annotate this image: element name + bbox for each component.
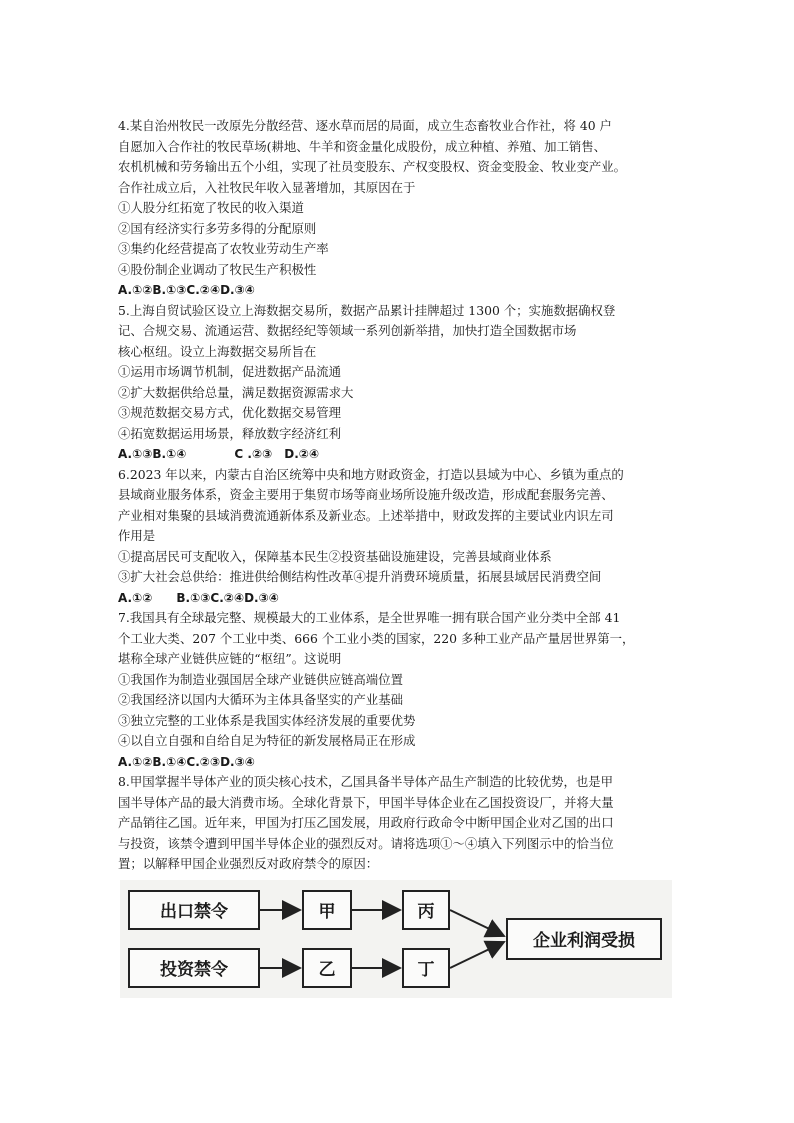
- statement-option: ①提高居民可支配收入，保障基本民生②投资基础设施建设，完善县域商业体系: [118, 548, 552, 564]
- answer-choices: A.①③B.①④ C .②③ D.②④: [118, 447, 320, 461]
- question-stem-line: 堪称全球产业链供应链的“枢纽”。这说明: [118, 651, 342, 666]
- statement-option: ④股份制企业调动了牧民生产积极性: [118, 261, 317, 277]
- question-stem-line: 4.某自治州牧民一改原先分散经营、逐水草而居的局面，成立生态畜牧业合作社，将 40 户: [118, 118, 612, 133]
- arrow-ding-to-result: [450, 942, 504, 968]
- question-stem-line: 合作社成立后，入社牧民年收入显著增加，其原因在于: [118, 179, 416, 195]
- profit-loss-box: 企业利润受损: [506, 918, 662, 960]
- yi-box: 乙: [302, 948, 352, 988]
- statement-option: ①人股分红拓宽了牧民的收入渠道: [118, 200, 304, 215]
- question-7: [118, 608, 688, 772]
- question-stem-line: 个工业大类、207 个工业中类、666 个工业小类的国家，220 多种工业产品产量居世界第一，: [118, 630, 635, 646]
- question-4: [118, 116, 688, 301]
- statement-option: ④以自立自强和自给自足为特征的新发展格局正在形成: [118, 733, 416, 748]
- answer-choices: A.①②B.①③C.②④D.③④: [118, 283, 255, 297]
- question-8: [118, 772, 688, 875]
- question-stem-line: 与投资，该禁令遭到甲国半导体企业的强烈反对。请将选项①～④填入下列图示中的恰当位: [118, 835, 614, 851]
- question-stem-line: 农机机械和劳务输出五个小组，实现了社员变股东、产权变股权、资金变股金、牧业变产业。: [118, 159, 627, 174]
- statement-option: ①我国作为制造业强国居全球产业链供应链高端位置: [118, 671, 403, 687]
- question-stem-line: 7.我国具有全球最完整、规模最大的工业体系，是全世界唯一拥有联合国产业分类中全部 41: [118, 610, 621, 625]
- jia-box: 甲: [302, 890, 352, 930]
- exam-page: [118, 116, 688, 998]
- statement-option: ②我国经济以国内大循环为主体具备坚实的产业基础: [118, 692, 403, 707]
- answer-choices: A.①② B.①③C.②④D.③④: [118, 590, 279, 605]
- question-stem-line: 产业相对集聚的县域消费流通新体系及新业态。上述举措中，财政发挥的主要试业内识左司: [118, 507, 614, 523]
- question-6: [118, 465, 688, 609]
- question-5: [118, 301, 688, 465]
- statement-option: ③扩大社会总供给：推进供给侧结构性改革④提升消费环境质量，拓展县域居民消费空间: [118, 569, 602, 584]
- question-stem-line: 国半导体产品的最大消费市场。全球化背景下，甲国半导体企业在乙国投资设厂，并将大量: [118, 794, 614, 810]
- arrow-bing-to-result: [450, 910, 504, 936]
- question-stem-line: 置；以解释甲国企业强烈反对政府禁令的原因：: [118, 856, 379, 871]
- question-stem-line: 核心枢纽。设立上海数据交易所旨在: [118, 343, 317, 359]
- ding-box: 丁: [402, 948, 450, 988]
- statement-option: ②国有经济实行多劳多得的分配原则: [118, 220, 317, 236]
- statement-option: ①运用市场调节机制，促进数据产品流通: [118, 364, 342, 379]
- question-stem-line: 自愿加入合作社的牧民草场(耕地、牛羊和资金量化成股份，成立种植、养殖、加工销售、: [118, 138, 607, 154]
- statement-option: ③集约化经营提高了农牧业劳动生产率: [118, 241, 329, 256]
- answer-choices: A.①②B.①④C.②③D.③④: [118, 754, 255, 769]
- statement-option: ②扩大数据供给总量，满足数据资源需求大: [118, 384, 354, 400]
- question-stem-line: 8.甲国掌握半导体产业的顶尖核心技术，乙国具备半导体产品生产制造的比较优势，也是甲: [118, 774, 614, 789]
- question-stem-line: 县域商业服务体系，资金主要用于集贸市场等商业场所设施升级改造，形成配套服务完善、: [118, 487, 614, 502]
- export-ban-box: 出口禁令: [128, 890, 260, 930]
- question-stem-line: 作用是: [118, 528, 156, 543]
- statement-option: ③规范数据交易方式，优化数据交易管理: [118, 405, 342, 420]
- bing-box: 丙: [402, 890, 450, 930]
- question-stem-line: 产品销往乙国。近年来，甲国为打压乙国发展，用政府行政命令中断甲国企业对乙国的出口: [118, 815, 614, 830]
- statement-option: ③独立完整的工业体系是我国实体经济发展的重要优势: [118, 712, 416, 728]
- question-stem-line: 6.2023 年以来，内蒙古自治区统筹中央和地方财政资金，打造以县域为中心、乡镇为重点的: [118, 466, 624, 482]
- question-stem-line: 5.上海自贸试验区设立上海数据交易所，数据产品累计挂牌超过 1300 个；实施数据确权登: [118, 302, 616, 318]
- flow-diagram: [120, 880, 672, 998]
- question-stem-line: 记、合规交易、流通运营、数据经纪等领域一系列创新举措，加快打造全国数据市场: [118, 323, 577, 338]
- statement-option: ④拓宽数据运用场景，释放数字经济红利: [118, 425, 342, 441]
- investment-ban-box: 投资禁令: [128, 948, 260, 988]
